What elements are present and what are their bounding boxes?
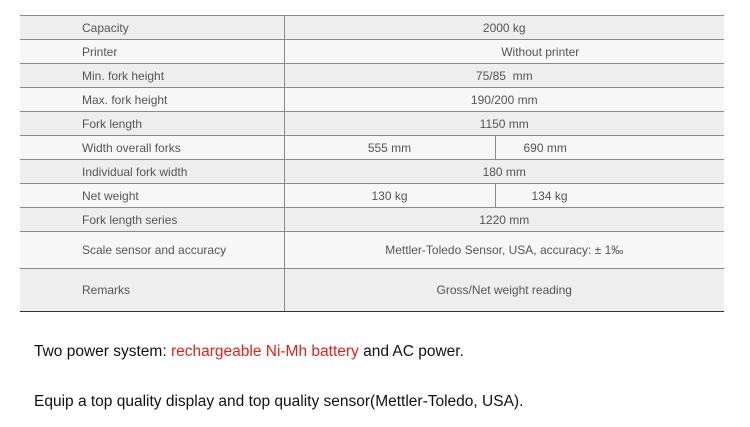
spec-value: 180 mm (284, 160, 724, 184)
note-prefix: Two power system: (34, 343, 171, 360)
spec-value-b: 690 mm (495, 136, 724, 160)
spec-row-scale-sensor (20, 232, 724, 269)
spec-row-fork-length-series (20, 208, 724, 232)
spec-value-a: 130 kg (284, 184, 495, 208)
spec-row-printer (20, 40, 724, 64)
spec-label: Capacity (20, 16, 284, 40)
battery-highlight: rechargeable Ni-Mh battery (170, 343, 359, 360)
spec-row-min-fork-height (20, 64, 724, 88)
spec-value: 1150 mm (284, 112, 724, 136)
spec-label: Fork length (20, 112, 284, 136)
spec-label: Remarks (20, 269, 284, 312)
spec-row-fork-length (20, 112, 724, 136)
note-suffix: and AC power. (358, 343, 464, 360)
spec-value: Without printer (284, 40, 724, 64)
spec-label: Max. fork height (20, 88, 284, 112)
spec-row-individual-fork-width (20, 160, 724, 184)
spec-label: Width overall forks (20, 136, 284, 160)
spec-value: Mettler-Toledo Sensor, USA, accuracy: ± 1‰ (284, 232, 724, 269)
spec-table (20, 15, 724, 312)
spec-label: Fork length series (20, 208, 284, 232)
spec-value: 75/85 mm (284, 64, 724, 88)
spec-row-max-fork-height (20, 88, 724, 112)
spec-row-net-weight (20, 184, 724, 208)
spec-label: Individual fork width (20, 160, 284, 184)
spec-row-width-overall-forks (20, 136, 724, 160)
spec-label: Min. fork height (20, 64, 284, 88)
spec-row-capacity (20, 16, 724, 40)
spec-label: Net weight (20, 184, 284, 208)
spec-value: Gross/Net weight reading (284, 269, 724, 312)
display-sensor-note: Equip a top quality display and top quality sensor(Mettler-Toledo, USA). (34, 393, 524, 410)
spec-row-remarks (20, 269, 724, 312)
spec-value: 1220 mm (284, 208, 724, 232)
spec-value-a: 555 mm (284, 136, 495, 160)
spec-value-b: 134 kg (495, 184, 724, 208)
spec-value: 190/200 mm (284, 88, 724, 112)
spec-label: Printer (20, 40, 284, 64)
power-system-note (34, 343, 464, 361)
spec-value: 2000 kg (284, 16, 724, 40)
spec-label: Scale sensor and accuracy (20, 232, 284, 269)
